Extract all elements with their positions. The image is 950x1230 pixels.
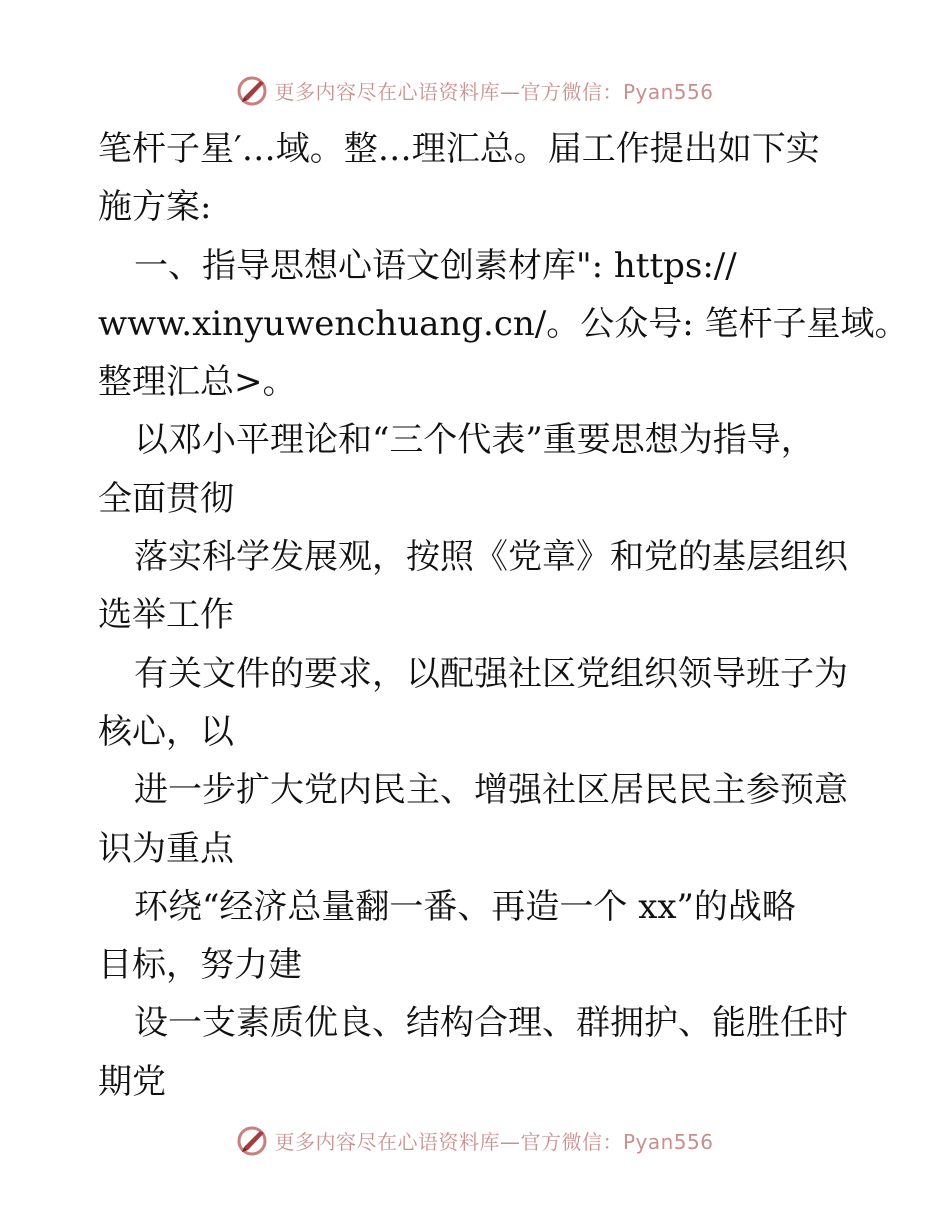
text-line: 进一步扩大党内民主、增强社区居民民主参预意 — [134, 770, 848, 811]
header-watermark-text: 更多内容尽在心语资料库—官方微信：Pyan556 — [274, 79, 714, 104]
pen-circle-logo-icon — [236, 1123, 270, 1157]
text-line: 全面贯彻 — [98, 478, 234, 519]
text-line: 落实科学发展观，按照《党章》和党的基层组织 — [134, 537, 848, 578]
pen-circle-logo-icon — [236, 73, 270, 107]
footer-watermark-text: 更多内容尽在心语资料库—官方微信：Pyan556 — [274, 1129, 714, 1154]
text-line: 整理汇总>。 — [98, 362, 297, 403]
text-line: 一、指导思想心语文创素材库": https:// — [134, 245, 737, 286]
text-line: www.xinyuwenchuang.cn/。公众号: 笔杆子星域。 — [98, 303, 909, 344]
footer-watermark-banner — [0, 1120, 950, 1160]
text-line: 目标，努力建 — [98, 945, 302, 986]
text-line: 选举工作 — [98, 595, 234, 636]
header-watermark-banner — [0, 70, 950, 110]
text-line: 设一支素质优良、结构合理、群拥护、能胜任时 — [134, 1003, 848, 1044]
text-line: 核心，以 — [98, 711, 234, 752]
text-line: 以邓小平理论和“三个代表”重要思想为指导， — [134, 420, 815, 461]
document-body — [98, 120, 909, 1111]
text-line: 有关文件的要求，以配强社区党组织领导班子为 — [134, 653, 848, 694]
text-line: 施方案: — [98, 187, 212, 228]
text-line: 识为重点 — [98, 828, 234, 869]
text-line: 环绕“经济总量翻一番、再造一个 xx”的战略 — [134, 886, 796, 927]
text-line: 笔杆子星′…域。整…理汇总。届工作提出如下实 — [98, 129, 820, 169]
text-line: 期党 — [98, 1061, 166, 1102]
